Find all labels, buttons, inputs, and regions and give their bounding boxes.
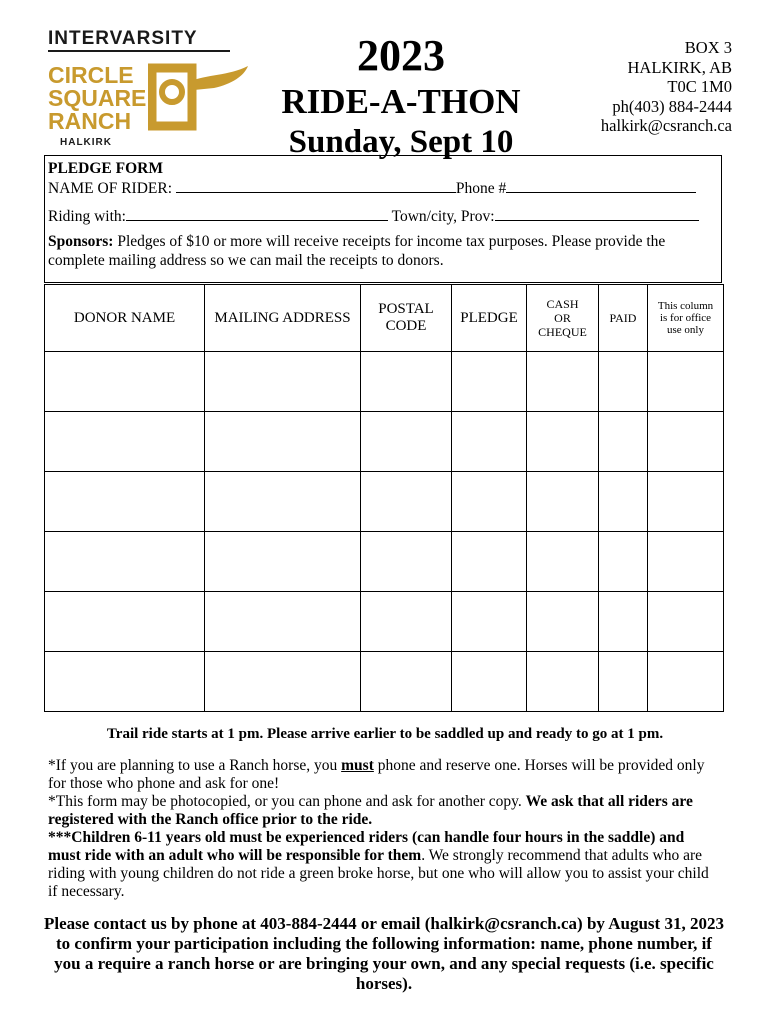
event-year: 2023: [357, 31, 445, 80]
mailing-address-cell[interactable]: [205, 532, 361, 592]
mailing-address-cell[interactable]: [205, 412, 361, 472]
pledge-cell[interactable]: [452, 412, 527, 472]
header-office-use: This column is for office use only: [648, 285, 724, 352]
table-row: [45, 592, 724, 652]
donor-name-cell[interactable]: [45, 592, 205, 652]
table-header-row: [45, 285, 724, 352]
logo-wordmark: [48, 64, 146, 133]
sponsors-text: Pledges of $10 or more will receive receipts for income tax purposes. Please provide the complete mailing address so we can mail the receipts to donors.: [48, 233, 666, 269]
pledge-form-box: [44, 155, 722, 283]
ranch-logo: [46, 24, 256, 152]
header-postal-code: POSTAL CODE: [361, 285, 452, 352]
office-use-cell[interactable]: [648, 652, 724, 712]
riding-info-line: [48, 206, 699, 226]
postal-code-cell[interactable]: [361, 352, 452, 412]
paid-cell[interactable]: [599, 652, 648, 712]
photocopy-note: *This form may be photocopied, or you can phone and ask for another copy. We ask that all riders are registered with the Ranch office prior to the ride.: [48, 793, 693, 828]
table-row: [45, 352, 724, 412]
payment-type-cell[interactable]: [527, 412, 599, 472]
office-use-cell[interactable]: [648, 352, 724, 412]
paid-cell[interactable]: [599, 352, 648, 412]
postal-code-cell[interactable]: [361, 472, 452, 532]
table-row: [45, 532, 724, 592]
address-box: BOX 3: [684, 38, 732, 57]
pledge-cell[interactable]: [452, 472, 527, 532]
mailing-address-cell[interactable]: [205, 652, 361, 712]
header-donor-name: DONOR NAME: [45, 285, 205, 352]
donor-name-cell[interactable]: [45, 412, 205, 472]
contact-instructions: Please contact us by phone at 403-884-2444 or email (halkirk@csranch.ca) by August 31, 2023 to confirm your participation including the following information: name, phone number, if you a require a ranch horse or are bringing your own, and any special requests (i.e. specific horses).: [44, 914, 724, 993]
table-row: [45, 652, 724, 712]
header-cash-or-cheque: CASH OR CHEQUE: [527, 285, 599, 352]
riding-with-field[interactable]: [126, 206, 388, 221]
office-use-cell[interactable]: [648, 472, 724, 532]
office-use-cell[interactable]: [648, 592, 724, 652]
donor-name-cell[interactable]: [45, 472, 205, 532]
rider-info-line: [48, 178, 696, 198]
donor-name-cell[interactable]: [45, 652, 205, 712]
ranch-address: [601, 38, 732, 136]
mailing-address-cell[interactable]: [205, 352, 361, 412]
pledge-cell[interactable]: [452, 532, 527, 592]
trail-ride-note: Trail ride starts at 1 pm. Please arrive earlier to be saddled up and ready to go at 1 pm.: [106, 726, 664, 742]
payment-type-cell[interactable]: [527, 592, 599, 652]
rider-name-label: NAME OF RIDER:: [48, 180, 173, 197]
pledge-cell[interactable]: [452, 652, 527, 712]
phone-label: Phone #: [455, 180, 507, 197]
logo-line-3: RANCH: [48, 108, 132, 134]
postal-code-cell[interactable]: [361, 592, 452, 652]
event-name: RIDE-A-THON: [281, 82, 521, 121]
header-paid: PAID: [599, 285, 648, 352]
phone-field[interactable]: [506, 178, 696, 193]
header-pledge: PLEDGE: [452, 285, 527, 352]
donor-table: [44, 284, 724, 712]
longhorn-brand-icon: [148, 62, 256, 134]
sponsors-note: [48, 232, 713, 270]
mailing-address-cell[interactable]: [205, 592, 361, 652]
table-row: [45, 472, 724, 532]
logo-line-2: SQUARE: [48, 85, 147, 111]
pledge-cell[interactable]: [452, 592, 527, 652]
address-town: HALKIRK, AB: [627, 57, 732, 77]
address-phone: ph(403) 884-2444: [612, 96, 732, 116]
instructions: [48, 757, 718, 901]
logo-line-1: CIRCLE: [48, 62, 134, 88]
postal-code-cell[interactable]: [361, 412, 452, 472]
payment-type-cell[interactable]: [527, 472, 599, 532]
rider-name-field[interactable]: [176, 178, 456, 193]
pledge-form-heading: PLEDGE FORM: [48, 160, 163, 177]
event-title-block: [276, 30, 526, 162]
payment-type-cell[interactable]: [527, 352, 599, 412]
paid-cell[interactable]: [599, 472, 648, 532]
ranch-horse-note: *If you are planning to use a Ranch horse, you must phone and reserve one. Horses will be provided only for those who phone and ask for one!: [48, 757, 705, 792]
logo-brand-top: INTERVARSITY: [48, 28, 198, 49]
logo-location: HALKIRK: [60, 137, 112, 148]
payment-type-cell[interactable]: [527, 532, 599, 592]
office-use-cell[interactable]: [648, 532, 724, 592]
address-email: halkirk@csranch.ca: [600, 116, 732, 135]
paid-cell[interactable]: [599, 412, 648, 472]
mailing-address-cell[interactable]: [205, 472, 361, 532]
logo-rule: [48, 50, 230, 52]
event-date: Sunday, Sept 10: [288, 124, 514, 160]
sponsors-label: Sponsors:: [48, 233, 114, 250]
table-row: [45, 412, 724, 472]
donor-name-cell[interactable]: [45, 532, 205, 592]
donor-name-cell[interactable]: [45, 352, 205, 412]
header-mailing-address: MAILING ADDRESS: [205, 285, 361, 352]
paid-cell[interactable]: [599, 592, 648, 652]
payment-type-cell[interactable]: [527, 652, 599, 712]
address-postal: T0C 1M0: [667, 77, 732, 96]
riding-with-label: Riding with:: [48, 208, 126, 225]
postal-code-cell[interactable]: [361, 532, 452, 592]
office-use-cell[interactable]: [648, 412, 724, 472]
postal-code-cell[interactable]: [361, 652, 452, 712]
paid-cell[interactable]: [599, 532, 648, 592]
children-note: ***Children 6-11 years old must be experienced riders (can handle four hours in the saddle) and must ride with an adult who will be responsible for them. We strongly recommend that adults who are riding with young children do not ride a green broke horse, but one who will allow you to assist your child if necessary.: [48, 829, 709, 900]
pledge-cell[interactable]: [452, 352, 527, 412]
town-label: Town/city, Prov:: [391, 208, 495, 225]
town-field[interactable]: [495, 206, 699, 221]
